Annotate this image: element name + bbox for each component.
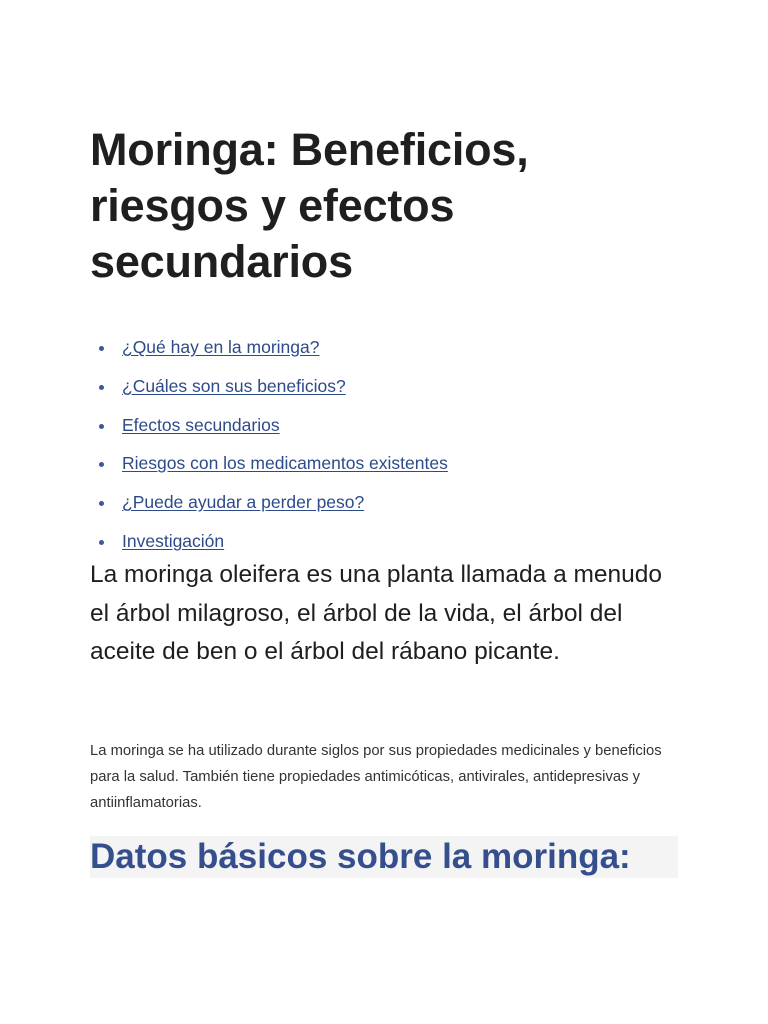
body-paragraph: La moringa se ha utilizado durante siglos por sus propiedades medicinales y beneficios para la salud. También tiene propiedades antimicóticas, antivirales, antidepresivas y antiinflamatorias. — [90, 743, 662, 811]
toc-link-perder-peso[interactable]: ¿Puede ayudar a perder peso? — [122, 492, 365, 513]
toc-item — [90, 450, 690, 489]
section-heading: Datos básicos sobre la moringa: — [90, 836, 678, 878]
table-of-contents — [90, 334, 690, 567]
toc-link-que-hay[interactable]: ¿Qué hay en la moringa? — [122, 337, 320, 357]
toc-item — [90, 334, 690, 373]
toc-link-efectos-secundarios[interactable]: Efectos secundarios — [122, 414, 280, 435]
bullet-icon — [99, 346, 104, 351]
lead-paragraph: La moringa oleifera es una planta llamada a menudo el árbol milagroso, el árbol de la vida, el árbol del aceite de ben o el árbol del rábano picante. — [90, 561, 663, 665]
toc-item — [90, 489, 690, 528]
bullet-icon — [99, 424, 104, 429]
article-title: Moringa: Beneficios, riesgos y efectos secundarios — [90, 124, 529, 287]
bullet-icon — [99, 501, 104, 506]
toc-link-riesgos[interactable]: Riesgos con los medicamentos existentes — [122, 453, 448, 474]
toc-link-investigacion[interactable]: Investigación — [122, 530, 225, 551]
bullet-icon — [99, 540, 104, 545]
toc-link-beneficios[interactable]: ¿Cuáles son sus beneficios? — [122, 375, 346, 396]
toc-item — [90, 412, 690, 451]
bullet-icon — [99, 462, 104, 467]
bullet-icon — [99, 385, 104, 390]
toc-item — [90, 373, 690, 412]
